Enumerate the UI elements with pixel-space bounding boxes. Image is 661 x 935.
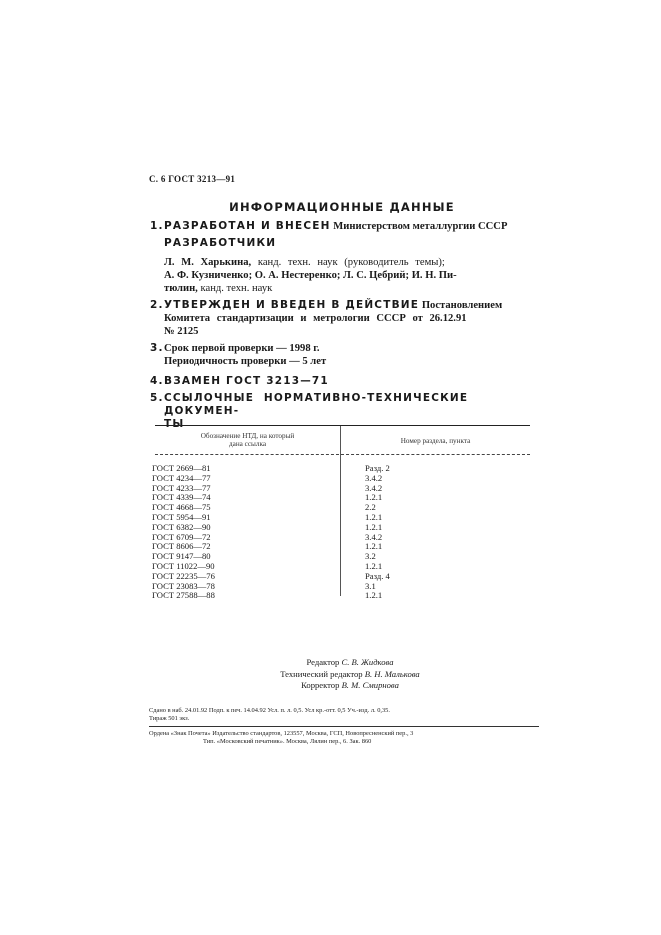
section-number: 5.	[150, 392, 164, 404]
cell-section: Разд. 2	[365, 463, 390, 473]
table-header-document: Обозначение НТД, на который дана ссылка	[200, 432, 295, 448]
cell-document: ГОСТ 6382—90	[152, 521, 211, 532]
cell-document: ГОСТ 4668—75	[152, 502, 211, 513]
developers-line-3: тюлин, канд. техн. наук	[164, 283, 273, 294]
replaces-standard: ВЗАМЕН ГОСТ 3213—71	[164, 375, 329, 387]
section-1	[150, 220, 530, 295]
cell-section: 3.4.2	[365, 472, 383, 483]
credit-editor: Редактор С. В. Жидкова	[306, 657, 394, 667]
section-4	[150, 375, 530, 388]
cell-document: ГОСТ 4233—77	[152, 482, 211, 493]
imprint-publisher: Ордена «Знак Почета» Издательство стандартов, 123557, Москва, ГСП, Новопресненский пер., 3 Тип. «Московский печатник». Москва, Лялин пер., 6. Зак. 860	[149, 730, 414, 745]
cell-document: ГОСТ 8606—72	[152, 541, 211, 552]
cell-section: 3.4.2	[365, 482, 383, 493]
credits	[220, 657, 480, 692]
cell-document: ГОСТ 11022—90	[152, 560, 215, 571]
cell-section: 1.2.1	[365, 492, 383, 503]
credit-tech-editor: Технический редактор В. Н. Малькова	[280, 668, 420, 679]
page-header: С. 6 ГОСТ 3213—91	[149, 174, 236, 184]
cell-document: ГОСТ 23083—78	[152, 580, 215, 591]
section-number: 4.	[150, 375, 164, 387]
imprint-print-info: Сдано в наб. 24.01.92 Подп. к печ. 14.04.92 Усл. п. л. 0,5. Усл кр.-отт. 0,5 Уч.-изд. л. 0,35. Тираж 501 экз.	[149, 707, 390, 722]
section-5: 5. ССЫЛОЧНЫЕ НОРМАТИВНО-ТЕХНИЧЕСКИЕ ДОКУМЕН- ТЫ	[150, 392, 469, 430]
section-3	[150, 342, 530, 368]
table-top-rule	[155, 425, 530, 426]
cell-section: 1.2.1	[365, 590, 383, 601]
cell-section: Разд. 4	[365, 570, 390, 581]
cell-section: 3.1	[365, 580, 376, 591]
first-review-date: Срок первой проверки — 1998 г.	[164, 343, 320, 354]
cell-section: 1.2.1	[365, 560, 383, 571]
section-heading: УТВЕРЖДЕН И ВВЕДЕН В ДЕЙСТВИЕ	[164, 299, 420, 311]
cell-document: ГОСТ 9147—80	[152, 551, 211, 562]
cell-section: 3.4.2	[365, 531, 383, 542]
section-2: 2. УТВЕРЖДЕН И ВВЕДЕН В ДЕЙСТВИЕ Постановлением Комитета стандартизации и метрологии СССР от 26.12.91 № 2125	[150, 299, 503, 337]
cell-document: ГОСТ 2669—81	[152, 463, 211, 473]
developers-line-2: А. Ф. Кузниченко; О. А. Нестеренко; Л. С. Цебрий; И. Н. Пи-	[164, 270, 457, 281]
review-period: Периодичность проверки — 5 лет	[164, 356, 327, 367]
cell-document: ГОСТ 27588—88	[152, 590, 215, 601]
credit-proofreader: Корректор В. М. Смирнова	[301, 680, 399, 690]
imprint-rule	[149, 726, 539, 727]
developers-line-1: Л. М. Харькина, канд. техн. наук (руководитель темы);	[164, 257, 445, 268]
cell-document: ГОСТ 6709—72	[152, 531, 211, 542]
section-heading: РАЗРАБОТАН И ВНЕСЕН	[164, 220, 331, 232]
table-header-section: Номер раздела, пункта	[400, 437, 471, 445]
cell-section: 3.2	[365, 551, 376, 562]
section-number: 1.	[150, 220, 164, 232]
reference-table-body	[152, 464, 532, 601]
table-row	[152, 591, 532, 601]
page-title: ИНФОРМАЦИОННЫЕ ДАННЫЕ	[229, 200, 455, 214]
cell-section: 1.2.1	[365, 511, 383, 522]
section-text: Министерством металлургии СССР	[333, 221, 508, 232]
section-number: 3.	[150, 342, 164, 354]
section-number: 2.	[150, 299, 164, 311]
table-header-rule	[155, 454, 530, 455]
cell-document: ГОСТ 4234—77	[152, 472, 211, 483]
cell-document: ГОСТ 5954—91	[152, 511, 211, 522]
cell-section: 2.2	[365, 502, 376, 513]
cell-section: 1.2.1	[365, 541, 383, 552]
cell-section: 1.2.1	[365, 521, 383, 532]
developers-heading: РАЗРАБОТЧИКИ	[164, 237, 277, 249]
cell-document: ГОСТ 22235—76	[152, 570, 215, 581]
cell-document: ГОСТ 4339—74	[152, 492, 211, 503]
